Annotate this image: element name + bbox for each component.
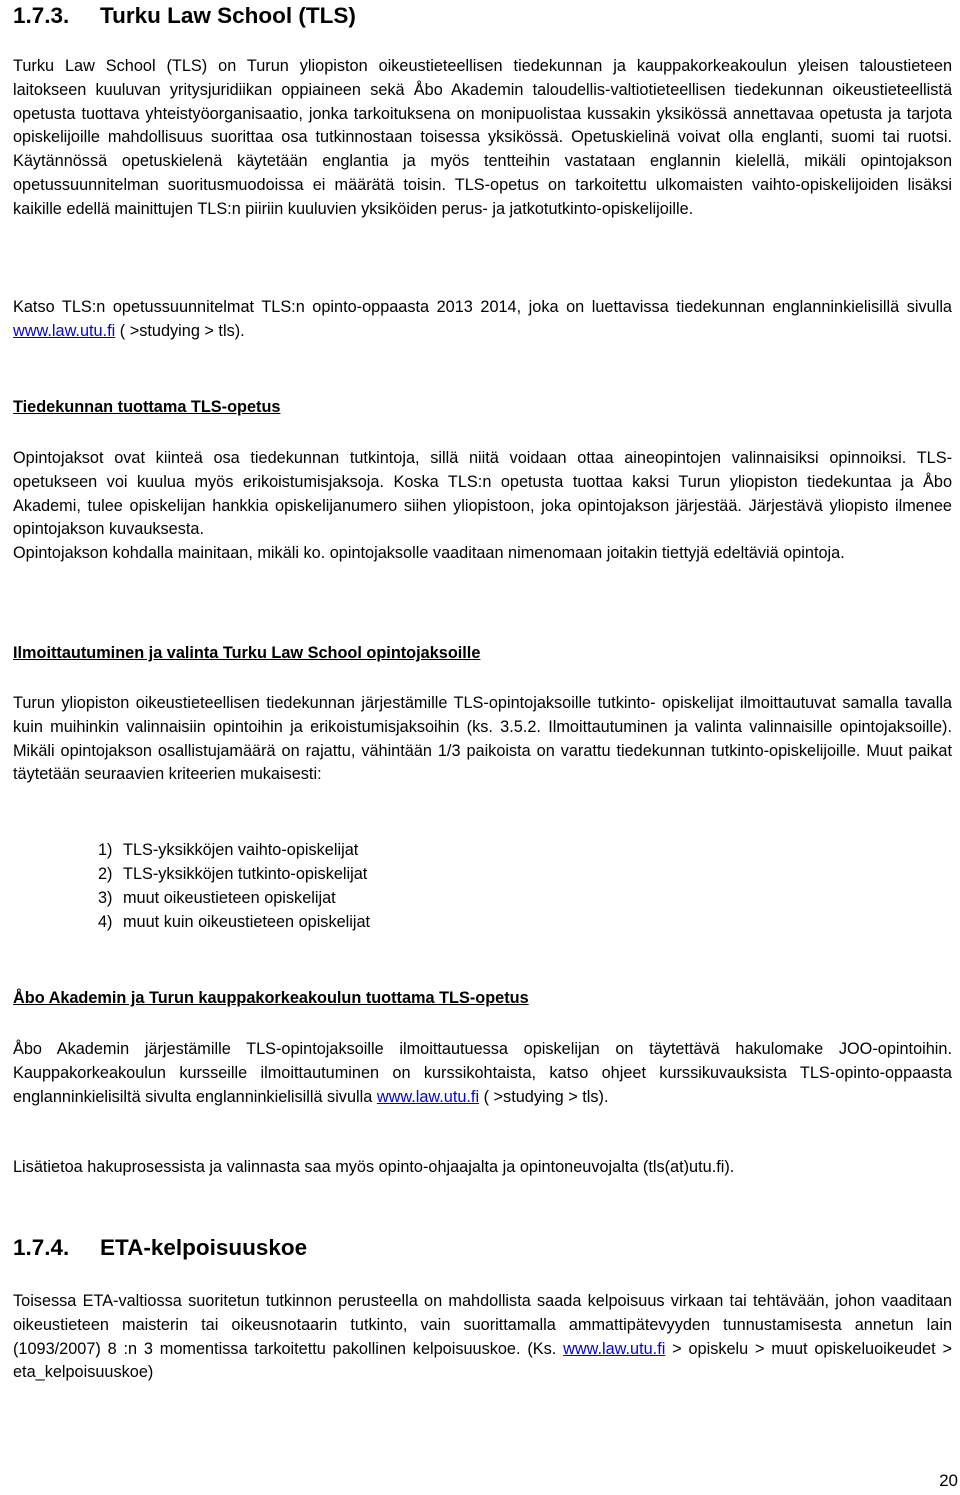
law-utu-link[interactable]: www.law.utu.fi bbox=[13, 321, 116, 340]
eta-paragraph bbox=[13, 1290, 952, 1385]
section-title: Turku Law School (TLS) bbox=[100, 3, 356, 28]
tls-curriculum-paragraph bbox=[13, 296, 952, 344]
section-number: 1.7.4. bbox=[13, 1235, 70, 1260]
section-heading-eta bbox=[13, 1234, 307, 1262]
paragraph-text: Katso TLS:n opetussuunnitelmat TLS:n opinto-oppaasta 2013 2014, joka on luettavissa tiedekunnan englanninkielisillä sivulla bbox=[13, 298, 952, 316]
paragraph: Turku Law School (TLS) on Turun yliopiston oikeustieteellisen tiedekunnan ja kauppakorkeakoulun yleisen taloustieteen laitokseen kuuluvan yritysjuridiikan oppiaineen sekä Åbo Akademin taloudellis-valtiotieteellisen tiedekunnan oikeustieteellistä opetusta tuottava yhteistyöorganisaatio, jonka tarkoituksena on monipuolistaa kussakin yksikössä annettavaa opetusta ja tarjota opiskelijoille mahdollisuus suorittaa osa tutkinnostaan toisessa yksikössä. Opetuskielinä voivat olla englanti, suomi tai ruotsi. Käytännössä opetuskielenä käytetään englantia ja myös tentteihin vastataan englannin kielellä, mikäli opintojakson opetussuunnitelman suoritusmuodoissa ei määrätä toisin. TLS-opetus on tarkoitettu ulkomaisten vaihto-opiskelijoiden lisäksi kaikille edellä mainittujen TLS:n piiriin kuuluvien yksiköiden perus- ja jatkotutkinto-opiskelijoille. bbox=[13, 57, 952, 218]
paragraph-text: Toisessa ETA-valtiossa suoritetun tutkinnon perusteella on mahdollista saada kelpoisuus virkaan tai tehtävään, johon vaaditaan oikeustieteen maisterin tai oikeusnotaarin tutkinto, vain suorittamalla ammattipätevyyden tunnustamisesta annetun lain (1093/2007) 8 :n 3 momentissa tarkoitettu pakollinen kelpoisuuskoe. (Ks. bbox=[13, 1292, 952, 1358]
paragraph-text: Åbo Akademin järjestämille TLS-opintojaksoille ilmoittautuessa opiskelijan on täytettävä hakulomake JOO-opintoihin. Kauppakorkeakoulun kursseille ilmoittautuminen on kurssikohtaista, katso ohjeet kurssikuvauksista TLS-opinto-oppaasta englanninkielisiltä sivulta englanninkielisillä sivulla bbox=[13, 1040, 952, 1106]
list-item: 3) muut oikeustieteen opiskelijat bbox=[98, 889, 336, 907]
further-info-paragraph bbox=[13, 1156, 952, 1180]
selection-criteria-list bbox=[98, 838, 370, 934]
faculty-tls-paragraph bbox=[13, 447, 952, 566]
paragraph-text: ( >studying > tls). bbox=[115, 321, 245, 340]
paragraph: Opintojakson kohdalla mainitaan, mikäli ko. opintojaksolle vaaditaan nimenomaan joitakin tiettyjä edeltäviä opintoja. bbox=[13, 544, 845, 563]
paragraph: Opintojaksot ovat kiinteä osa tiedekunnan tutkintoja, sillä niitä voidaan ottaa aineopintojen valinnaisiksi opinnoiksi. TLS-opetukseen voi kuulua myös erikoistumisjaksoja. Koska TLS:n opetusta tuottaa kaksi Turun yliopiston tiedekuntaa ja Åbo Akademi, tulee opiskelijan hankkia opiskelijanumero siihen yliopistoon, joka opintojakson järjestää. Järjestävä yliopisto ilmenee opintojakson kuvauksesta. bbox=[13, 449, 952, 539]
paragraph-text: > opiskelu > muut opiskeluoikeudet > eta_kelpoisuuskoe) bbox=[13, 1339, 952, 1382]
section-number: 1.7.3. bbox=[13, 3, 70, 28]
paragraph: Lisätietoa hakuprosessista ja valinnasta saa myös opinto-ohjaajalta ja opintoneuvojalta (tls(at)utu.fi). bbox=[13, 1158, 735, 1176]
paragraph-text: ( >studying > tls). bbox=[479, 1087, 609, 1106]
law-utu-link[interactable]: www.law.utu.fi bbox=[376, 1087, 480, 1106]
paragraph: Turun yliopiston oikeustieteellisen tiedekunnan järjestämille TLS-opintojaksoille tutkinto- opiskelijat ilmoittautuvat samalla tavalla kuin muihinkin valinnaisiin opintoihin ja erikoistumisjaksoihin (ks. 3.5.2. Ilmoittautuminen ja valinta valinnaisille opintojaksoille). Mikäli opintojakson osallistujamäärä on rajattu, vähintään 1/3 paikoista on varattu tiedekunnan tutkinto-opiskelijoille. Muut paikat täytetään seuraavien kriteerien mukaisesti: bbox=[13, 694, 952, 784]
subheading-faculty-tls: Tiedekunnan tuottama TLS-opetus bbox=[13, 398, 281, 416]
law-utu-link[interactable]: www.law.utu.fi bbox=[563, 1339, 666, 1358]
page-number: 20 bbox=[939, 1471, 958, 1490]
subheading-abo-akademi: Åbo Akademin ja Turun kauppakorkeakoulun tuottama TLS-opetus bbox=[13, 989, 529, 1007]
abo-akademi-paragraph bbox=[13, 1038, 952, 1109]
registration-paragraph bbox=[13, 692, 952, 787]
subheading-registration: Ilmoittautuminen ja valinta Turku Law School opintojaksoille bbox=[13, 644, 481, 662]
tls-intro-paragraph bbox=[13, 55, 952, 222]
list-item: 1) TLS-yksikköjen vaihto-opiskelijat bbox=[98, 841, 359, 859]
list-item: 2) TLS-yksikköjen tutkinto-opiskelijat bbox=[98, 865, 368, 883]
list-item: 4) muut kuin oikeustieteen opiskelijat bbox=[98, 913, 371, 931]
section-title: ETA-kelpoisuuskoe bbox=[100, 1235, 308, 1260]
section-heading-tls bbox=[13, 2, 356, 30]
